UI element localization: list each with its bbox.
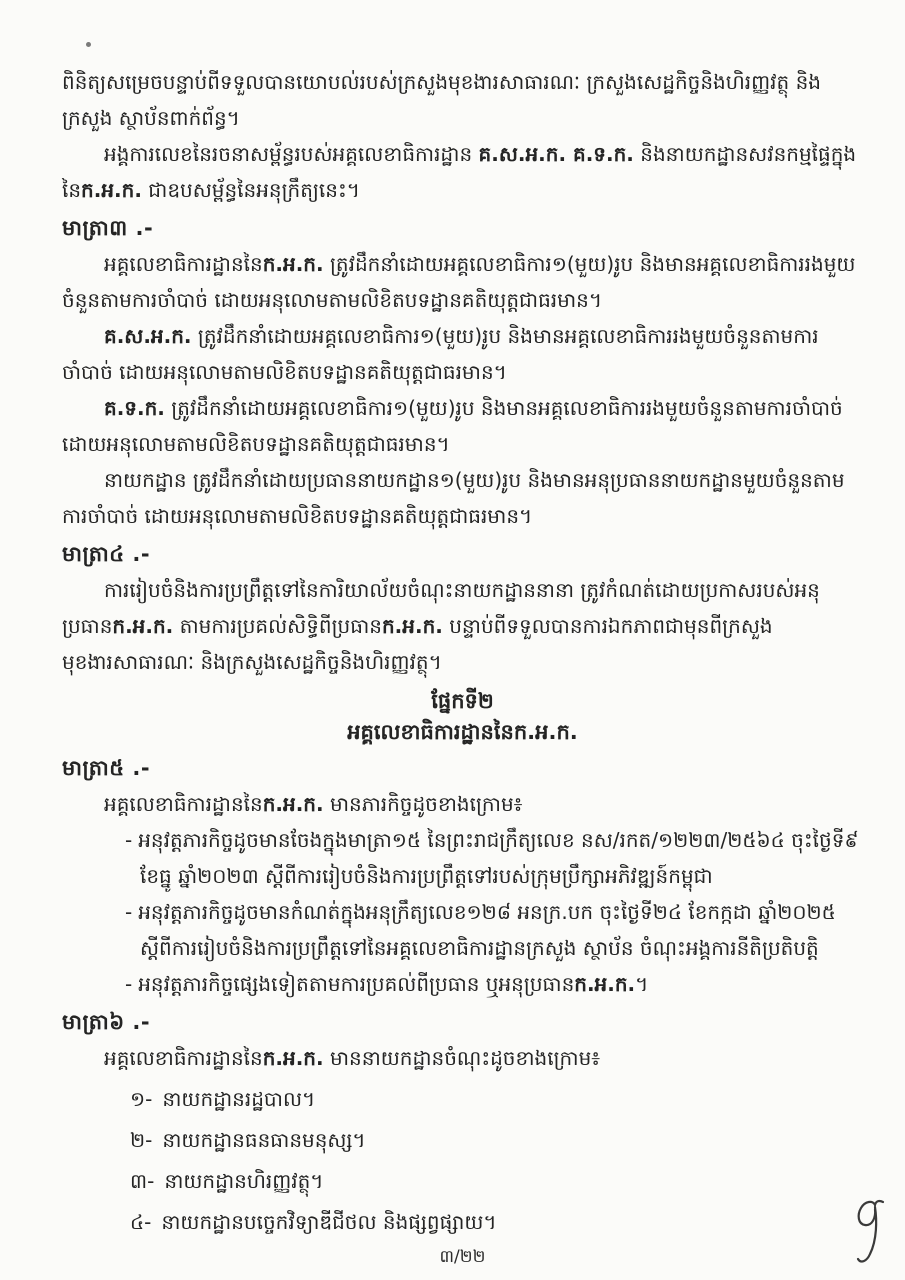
- item-number: ៤-: [130, 1210, 152, 1234]
- article-4-heading: មាត្រា៤ .-: [62, 542, 151, 566]
- department-item-3: [130, 1163, 863, 1199]
- department-item-4: [130, 1204, 863, 1240]
- section-2-title: អគ្គលេខាធិការដ្ឋាននៃក.អ.ក.: [347, 720, 578, 744]
- article-5-bullet-2: [125, 894, 863, 966]
- article-3-paragraph-1: អគ្គលេខាធិការដ្ឋាននៃក.អ.ក. ត្រូវដឹកនាំដោយអគ្គលេខាធិការ១(មួយ)រូប និងមានអគ្គលេខាធិការរងមួយចំនួនតាមការចាំបាច់ ដោយអនុលោមតាមលិខិតបទដ្ឋានគតិយុត្តជាធរមាន។: [62, 252, 856, 312]
- scan-speck: [86, 42, 91, 47]
- paragraph-intro-continuation: ពិនិត្យសម្រេចបន្ទាប់ពីទទួលបានយោបល់របស់ក្រសួងមុខងារសាធារណៈ ក្រសួងសេដ្ឋកិច្ចនិងហិរញ្ញវត្ថុ និងក្រសួង ស្ថាប័នពាក់ព័ន្ធ។: [62, 70, 821, 130]
- article-5-bullet-1: [125, 822, 863, 894]
- item-label: នាយកដ្ឋានធនធានមនុស្ស។: [162, 1128, 366, 1152]
- bullet-dash: -: [125, 900, 133, 924]
- bullet-text: អនុវត្តភារកិច្ចដូចមានចែងក្នុងមាត្រា១៥ នៃព្រះរាជក្រឹត្យលេខ នស/រកត/១២២៣/២៥៦៤ ចុះថ្ងៃទី៩ ខែធ្នូ ឆ្នាំ២០២៣ ស្តីពីការរៀបចំនិងការប្រព្រឹត្តទៅរបស់ក្រុមប្រឹក្សាអភិវឌ្ឍន៍កម្ពុជា: [138, 828, 859, 888]
- item-number: ១-: [130, 1087, 153, 1111]
- item-label: នាយកដ្ឋានរដ្ឋបាល។: [162, 1087, 316, 1111]
- item-label: នាយកដ្ឋានបច្ចេកវិទ្យាឌីជីថល និងផ្សព្វផ្សាយ។: [161, 1210, 497, 1234]
- article-3-paragraph-3: គ.ទ.ក. ត្រូវដឹកនាំដោយអគ្គលេខាធិការ១(មួយ)រូប និងមានអគ្គលេខាធិការរងមួយចំនួនតាមការចាំបាច់ ដោយអនុលោមតាមលិខិតបទដ្ឋានគតិយុត្តជាធរមាន។: [62, 396, 843, 456]
- department-item-2: [130, 1122, 863, 1158]
- paragraph-annex: អង្គការលេខនៃរចនាសម្ព័ន្ធរបស់អគ្គលេខាធិការដ្ឋាន គ.ស.អ.ក. គ.ទ.ក. និងនាយកដ្ឋានសវនកម្មផ្ទៃក្នុងនៃក.អ.ក. ជាឧបសម្ព័ន្ធនៃអនុក្រឹត្យនេះ។: [62, 142, 857, 202]
- page-number: ៣/២២: [439, 1247, 486, 1267]
- article-4-paragraph-1: ការរៀបចំនិងការប្រព្រឹត្តទៅនៃការិយាល័យចំណុះនាយកដ្ឋាននានា ត្រូវកំណត់ដោយប្រកាសរបស់អនុប្រធានក.អ.ក. តាមការប្រគល់សិទ្ធិពីប្រធានក.អ.ក. បន្ទាប់ពីទទួលបានការឯកភាពជាមុនពីក្រសួងមុខងារសាធារណៈ និងក្រសួងសេដ្ឋកិច្ចនិងហិរញ្ញវត្ថុ។: [62, 578, 820, 674]
- article-3-paragraph-4: នាយកដ្ឋាន ត្រូវដឹកនាំដោយប្រធាននាយកដ្ឋាន១(មួយ)រូប និងមានអនុប្រធាននាយកដ្ឋានមួយចំនួនតាមការចាំបាច់ ដោយអនុលោមតាមលិខិតបទដ្ឋានគតិយុត្តជាធរមាន។: [62, 468, 845, 528]
- article-3-paragraph-2: គ.ស.អ.ក. ត្រូវដឹកនាំដោយអគ្គលេខាធិការ១(មួយ)រូប និងមានអគ្គលេខាធិការរងមួយចំនួនតាមការចាំបាច់ ដោយអនុលោមតាមលិខិតបទដ្ឋានគតិយុត្តជាធរមាន។: [62, 324, 819, 384]
- article-5-lead: អគ្គលេខាធិការដ្ឋាននៃក.អ.ក. មានភារកិច្ចដូចខាងក្រោម៖: [104, 792, 523, 816]
- article-3-heading: មាត្រា៣ .-: [62, 216, 154, 240]
- item-number: ២-: [130, 1128, 153, 1152]
- department-item-1: [130, 1081, 863, 1117]
- bullet-dash: -: [125, 972, 133, 996]
- article-5-heading: មាត្រា៥ .-: [62, 756, 151, 780]
- bullet-text: អនុវត្តភារកិច្ចផ្សេងទៀតតាមការប្រគល់ពីប្រធាន ឬអនុប្រធានក.អ.ក.។: [138, 972, 649, 996]
- bullet-dash: -: [125, 828, 133, 852]
- item-number: ៣-: [130, 1169, 155, 1193]
- item-label: នាយកដ្ឋានហិរញ្ញវត្ថុ។: [164, 1169, 324, 1193]
- section-2-kicker: ផ្នែកទី២: [431, 689, 494, 713]
- handwritten-initial-mark: [843, 1198, 891, 1272]
- bullet-text: អនុវត្តភារកិច្ចដូចមានកំណត់ក្នុងអនុក្រឹត្យលេខ១២៨ អនក្រ.បក ចុះថ្ងៃទី២៤ ខែកក្កដា ឆ្នាំ២០២៥ ស្តីពីការរៀបចំនិងការប្រព្រឹត្តទៅនៃអគ្គលេខាធិការដ្ឋានក្រសួង ស្ថាប័ន ចំណុះអង្គការនីតិប្រតិបត្តិ: [138, 900, 836, 960]
- article-6-heading: មាត្រា៦ .-: [62, 1010, 151, 1034]
- article-6-lead: អគ្គលេខាធិការដ្ឋាននៃក.អ.ក. មាននាយកដ្ឋានចំណុះដូចខាងក្រោម៖: [104, 1046, 601, 1070]
- article-5-bullet-3: [125, 966, 863, 1002]
